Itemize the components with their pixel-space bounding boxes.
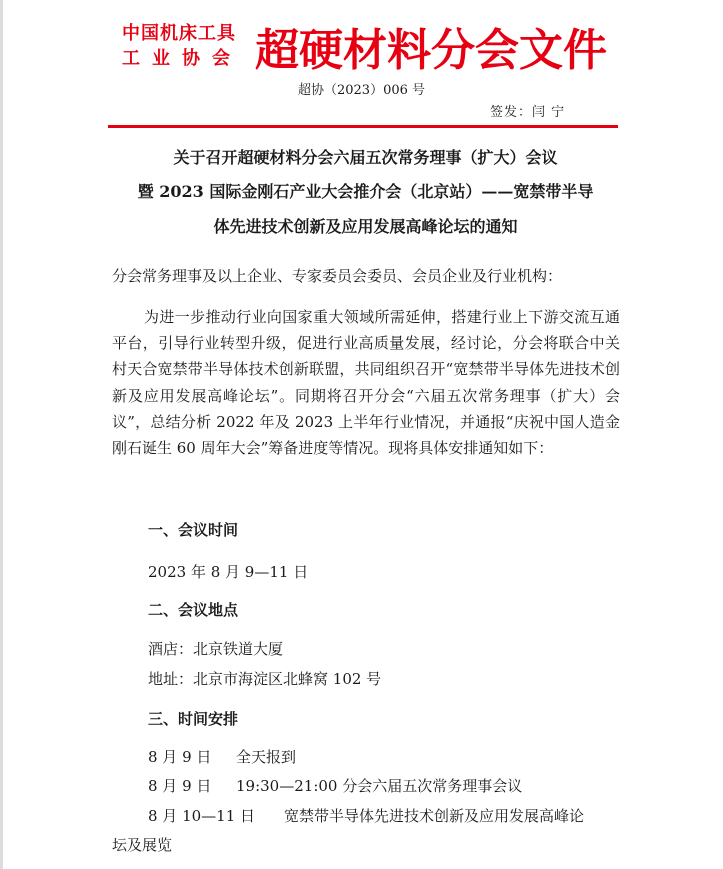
hotel-address: 地址：北京市海淀区北蜂窝 102 号 [148, 670, 382, 688]
schedule-event: 19:30—21:00 分会六届五次常务理事会议 [236, 777, 523, 795]
section-heading-time: 一、会议时间 [148, 521, 239, 539]
meeting-date: 2023 年 8 月 9—11 日 [148, 563, 309, 581]
notice-heading-line3: 体先进技术创新及应用发展高峰论坛的通知 [213, 217, 518, 236]
schedule-date: 8 月 9 日 [148, 748, 212, 766]
signer: 签发：闫 宁 [490, 105, 566, 120]
section-heading-schedule: 三、时间安排 [148, 710, 239, 728]
document-title: 超硬材料分会文件 [255, 25, 607, 76]
page-edge [0, 0, 3, 869]
section-heading-location: 二、会议地点 [148, 601, 239, 619]
intro-paragraph: 为进一步推动行业向国家重大领域所需延伸，搭建行业上下游交流互通平台，引导行业转型升级，促进行业高质量发展，经讨论，分会将联合中关村天合宽禁带半导体技术创新联盟，共同组织召开“宽禁带半导体先进技术创新及应用发展高峰论坛”。同期将召开分会“六届五次常务理事（扩大）会议”，总结分析 2022 年及 2023 上半年行业情况，并通报“庆祝中国人造金刚石诞生 60 周年大会”筹备进度等情况。现将具体安排通知如下： [112, 308, 620, 458]
schedule-date: 8 月 10—11 日 [148, 807, 256, 825]
document-number: 超协（2023）006 号 [297, 83, 426, 98]
salutation: 分会常务理事及以上企业、专家委员会委员、会员企业及行业机构： [112, 267, 563, 285]
hotel-name: 酒店：北京铁道大厦 [148, 640, 284, 658]
schedule-event-continued: 坛及展览 [112, 836, 173, 854]
schedule-event: 全天报到 [236, 748, 297, 766]
notice-heading-line1: 关于召开超硬材料分会六届五次常务理事（扩大）会议 [173, 148, 558, 167]
notice-heading-line2: 暨 2023 国际金刚石产业大会推介会（北京站）——宽禁带半导 [137, 182, 594, 201]
red-divider [108, 125, 618, 128]
schedule-date: 8 月 9 日 [148, 777, 212, 795]
schedule-event: 宽禁带半导体先进技术创新及应用发展高峰论 [284, 807, 585, 825]
organization-name-line2: 工业协会 [122, 48, 242, 69]
organization-name-line1: 中国机床工具 [122, 23, 236, 44]
organization-name [122, 21, 244, 71]
